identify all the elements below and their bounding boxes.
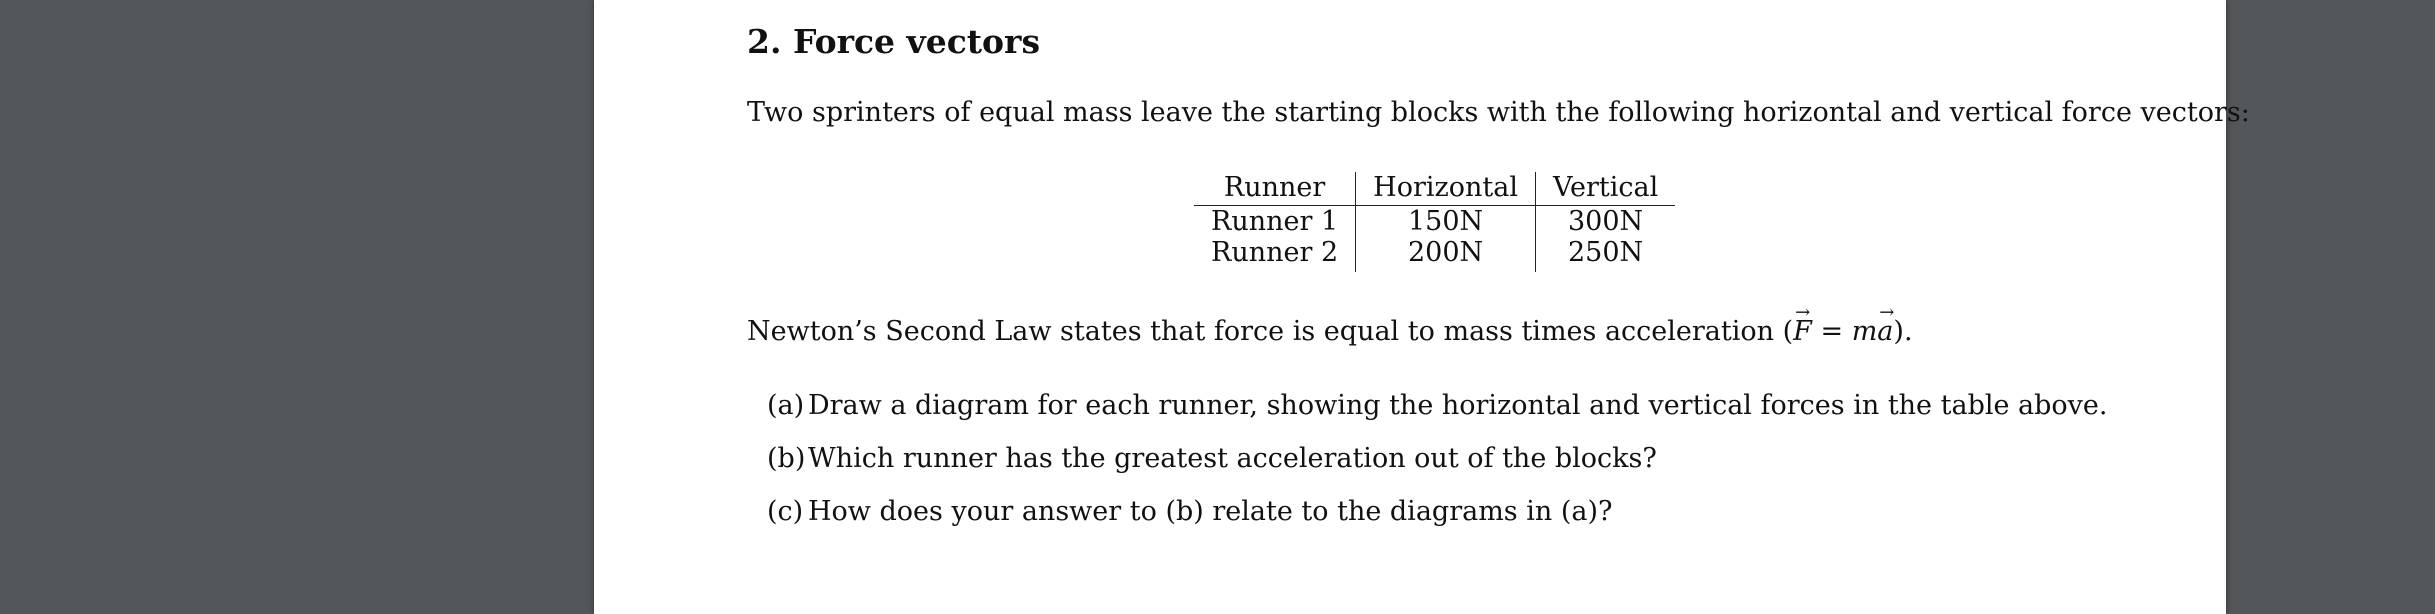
document-page bbox=[594, 0, 2250, 614]
question-text: How does your answer to (b) relate to the diagrams in (a)? bbox=[808, 496, 1613, 527]
table-row bbox=[1194, 206, 1675, 238]
question-marker: (c) bbox=[767, 496, 804, 527]
force-vector-symbol: → F bbox=[1793, 316, 1812, 347]
force-table bbox=[1194, 172, 1675, 272]
law-text: Newton’s Second Law states that force is equal to mass times acceleration ( bbox=[747, 316, 1794, 347]
question-marker: (b) bbox=[767, 443, 806, 474]
vertical-force: 300N bbox=[1535, 206, 1675, 238]
runner-name: Runner 1 bbox=[1211, 206, 1339, 237]
table-header-row bbox=[1194, 172, 1675, 206]
horizontal-force: 150N bbox=[1356, 206, 1536, 238]
law-closing: ). bbox=[1893, 316, 1913, 347]
question-marker: (a) bbox=[767, 390, 805, 421]
question-text: Which runner has the greatest acceleration out of the blocks? bbox=[808, 443, 1657, 474]
vertical-force: 250N bbox=[1535, 237, 1675, 272]
equals-sign: = bbox=[1811, 316, 1852, 347]
runner-name: Runner 2 bbox=[1211, 237, 1339, 268]
newton-law-paragraph bbox=[747, 316, 1913, 347]
question-text: Draw a diagram for each runner, showing the horizontal and vertical forces in the table above. bbox=[808, 390, 2108, 421]
horizontal-force: 200N bbox=[1356, 237, 1536, 272]
table-row bbox=[1194, 237, 1675, 272]
header-runner: Runner bbox=[1223, 172, 1326, 203]
header-vertical: Vertical bbox=[1535, 172, 1675, 206]
intro-paragraph: Two sprinters of equal mass leave the starting blocks with the following horizontal and vertical force vectors: bbox=[747, 97, 2250, 128]
section-heading: 2. Force vectors bbox=[747, 22, 1041, 61]
mass-symbol: m bbox=[1851, 316, 1878, 347]
header-horizontal: Horizontal bbox=[1356, 172, 1536, 206]
acceleration-vector-symbol: → a bbox=[1877, 316, 1893, 347]
